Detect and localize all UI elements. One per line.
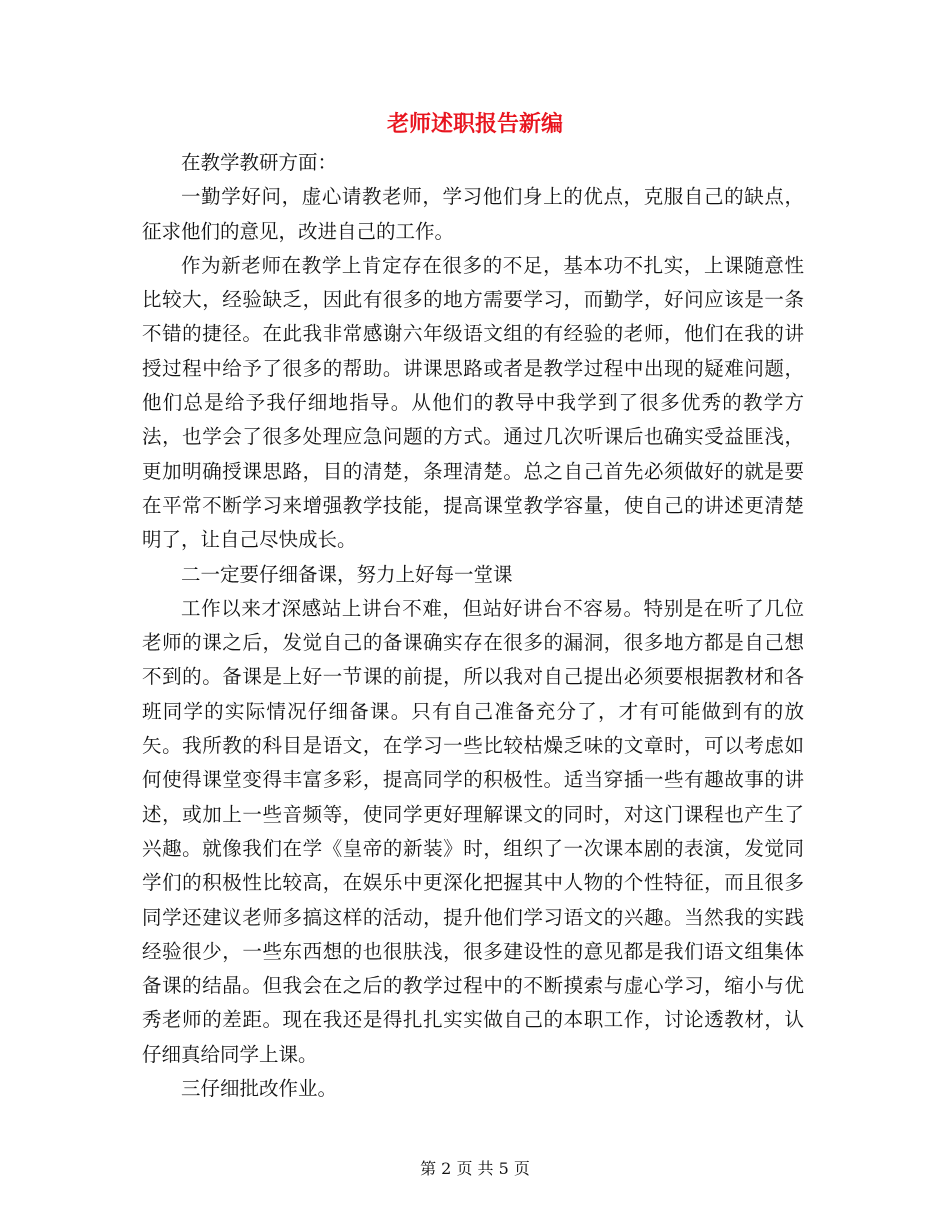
paragraph: 作为新老师在教学上肯定存在很多的不足，基本功不扎实，上课随意性比较大，经验缺乏，因此有很多的地方需要学习，而勤学，好问应该是一条不错的捷径。在此我非常感谢六年级语文组的有经验的老师，他们在我的讲授过程中给予了很多的帮助。讲课思路或者是教学过程中出现的疑难问题，他们总是给予我仔细地指导。从他们的教导中我学到了很多优秀的教学方法，也学会了很多处理应急问题的方式。通过几次听课后也确实受益匪浅，更加明确授课思路，目的清楚，条理清楚。总之自己首先必须做好的就是要在平常不断学习来增强教学技能，提高课堂教学容量，使自己的讲述更清楚明了，让自己尽快成长。: [142, 253, 804, 552]
paragraph: 三仔细批改作业。: [181, 1077, 338, 1101]
document-body: [142, 146, 804, 1106]
paragraph: 在教学教研方面：: [181, 151, 338, 174]
paragraph: 工作以来才深感站上讲台不难，但站好讲台不容易。特别是在听了几位老师的课之后，发觉自己的备课确实存在很多的漏洞，很多地方都是自己想不到的。备课是上好一节课的前提，所以我对自己提出必须要根据教材和各班同学的实际情况仔细备课。只有自己准备充分了，才有可能做到有的放矢。我所教的科目是语文，在学习一些比较枯燥乏味的文章时，可以考虑如何使得课堂变得丰富多彩，提高同学的积极性。适当穿插一些有趣故事的讲述，或加上一些音频等，使同学更好理解课文的同时，对这门课程也产生了兴趣。就像我们在学《皇帝的新装》时，组织了一次课本剧的表演，发觉同学们的积极性比较高，在娱乐中更深化把握其中人物的个性特征，而且很多同学还建议老师多搞这样的活动，提升他们学习语文的兴趣。当然我的实践经验很少，一些东西想的也很肤浅，很多建设性的意见都是我们语文组集体备课的结晶。但我会在之后的教学过程中的不断摸索与虚心学习，缩小与优秀老师的差距。现在我还是得扎扎实实做自己的本职工作，讨论透教材，认仔细真给同学上课。: [142, 596, 804, 1066]
paragraph: 二一定要仔细备课，努力上好每一堂课: [181, 562, 513, 586]
document-title: 老师述职报告新编: [386, 111, 563, 137]
paragraph: 一勤学好问，虚心请教老师，学习他们身上的优点，克服自己的缺点，征求他们的意见，改进自己的工作。: [142, 185, 804, 243]
page-footer: 第 2 页 共 5 页: [420, 1159, 530, 1178]
